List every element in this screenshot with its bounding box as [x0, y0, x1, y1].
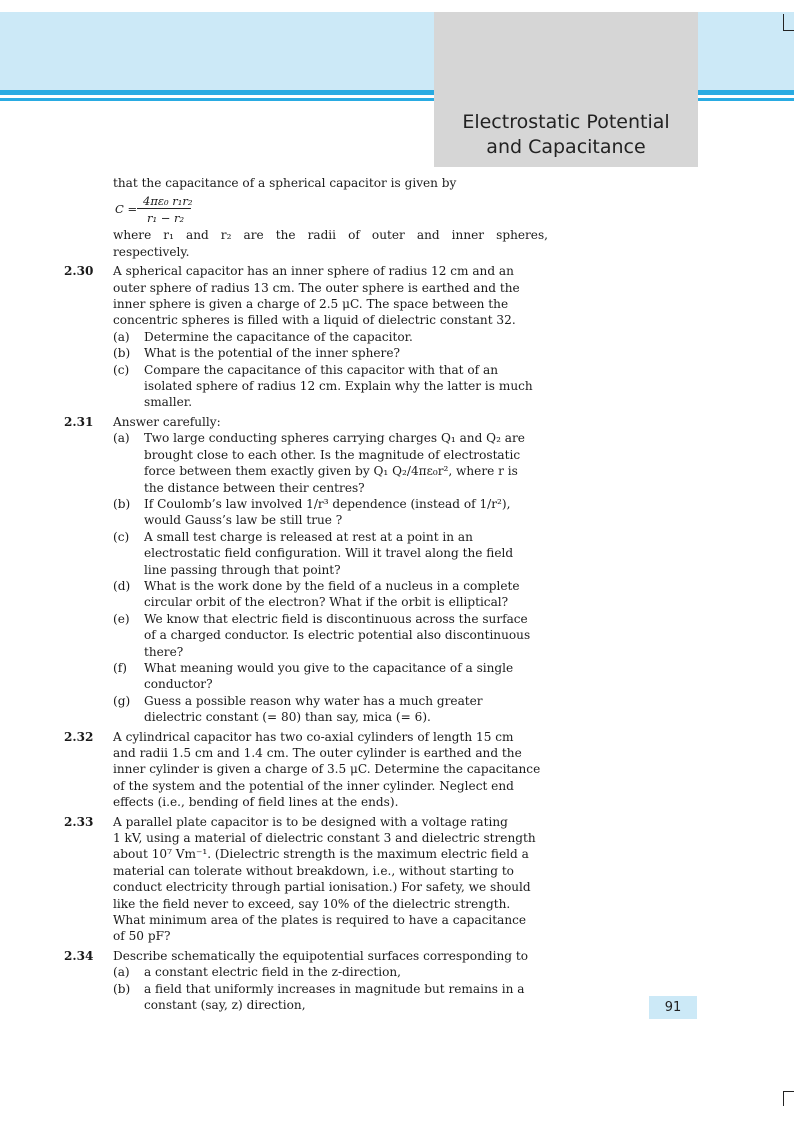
text-line: would Gauss’s law be still true ?	[144, 513, 343, 528]
chapter-title	[434, 110, 698, 160]
text-line: A cylindrical capacitor has two co-axial cylinders of length 15 cm	[113, 729, 514, 744]
question-number: 2.33	[64, 814, 94, 829]
item-label: (c)	[113, 529, 130, 544]
crop-mark	[783, 1091, 794, 1092]
crop-mark	[783, 1092, 784, 1106]
text-line: Two large conducting spheres carrying charges Q₁ and Q₂ are	[144, 431, 525, 446]
item-label: (a)	[113, 329, 130, 344]
item-label: (b)	[113, 346, 131, 361]
crop-mark	[783, 30, 794, 31]
text-line: a field that uniformly increases in magnitude but remains in a	[144, 981, 525, 996]
page-body	[64, 175, 548, 1014]
text-line: concentric spheres is filled with a liquid of dielectric constant 32.	[113, 313, 516, 328]
header-stripe	[698, 98, 794, 101]
question-2-33	[64, 814, 548, 830]
text-line: conduct electricity through partial ionisation.) For safety, we should	[113, 880, 531, 895]
page-number: 91	[649, 996, 697, 1019]
text-line: Describe schematically the equipotential surfaces corresponding to	[113, 948, 528, 963]
item-label: (d)	[113, 578, 131, 593]
text-line: isolated sphere of radius 12 cm. Explain why the latter is much	[144, 379, 533, 394]
text-line: electrostatic field configuration. Will it travel along the field	[144, 546, 514, 561]
question-2-31	[64, 414, 548, 430]
question-2-30	[64, 263, 548, 279]
text-line: constant (say, z) direction,	[144, 998, 306, 1013]
text-line: What is the potential of the inner sphere?	[144, 346, 400, 361]
text-line: where r₁ and r₂ are the radii of outer and inner spheres,	[113, 228, 548, 243]
text-line: Compare the capacitance of this capacitor with that of an	[144, 362, 498, 377]
chapter-title-line: and Capacitance	[486, 136, 646, 158]
item-label: (c)	[113, 362, 130, 377]
text-line: inner sphere is given a charge of 2.5 μC. The space between the	[113, 297, 509, 312]
question-number: 2.30	[64, 264, 94, 279]
text-line: A parallel plate capacitor is to be designed with a voltage rating	[113, 814, 508, 829]
formula-denominator: r₁ − r₂	[147, 211, 185, 226]
chapter-title-line: Electrostatic Potential	[462, 111, 670, 133]
text-line: respectively.	[113, 244, 190, 259]
item-label: (g)	[113, 693, 131, 708]
text-line: of the system and the potential of the inner cylinder. Neglect end	[113, 778, 514, 793]
header-stripe	[0, 98, 434, 101]
text-line: smaller.	[144, 395, 193, 410]
text-line: 1 kV, using a material of dielectric constant 3 and dielectric strength	[113, 831, 536, 846]
text-line: there?	[144, 644, 184, 659]
text-line: What meaning would you give to the capacitance of a single	[144, 660, 514, 675]
item-label: (a)	[113, 965, 130, 980]
capacitance-formula	[113, 193, 548, 226]
text-line: Answer carefully:	[113, 414, 221, 429]
text-line: effects (i.e., bending of field lines at the ends).	[113, 795, 399, 810]
text-line: A small test charge is released at rest at a point in an	[144, 529, 473, 544]
text-line: What is the work done by the field of a nucleus in a complete	[144, 578, 520, 593]
question-2-32	[64, 729, 548, 745]
text-line: like the field never to exceed, say 10% of the dielectric strength.	[113, 896, 511, 911]
fraction-bar	[137, 208, 191, 209]
text-line: inner cylinder is given a charge of 3.5 μC. Determine the capacitance	[113, 762, 541, 777]
text-line: of a charged conductor. Is electric potential also discontinuous	[144, 628, 531, 643]
formula-lhs: C =	[115, 202, 138, 217]
item-label: (b)	[113, 496, 131, 511]
crop-mark	[783, 14, 784, 30]
item-label: (f)	[113, 660, 127, 675]
question-number: 2.31	[64, 414, 94, 429]
text-line: If Coulomb’s law involved 1/r³ dependence (instead of 1/r²),	[144, 496, 511, 511]
text-line: a constant electric field in the z-direction,	[144, 965, 401, 980]
text-line: force between them exactly given by Q₁ Q₂/4πε₀r², where r is	[144, 464, 518, 479]
text-line: A spherical capacitor has an inner sphere of radius 12 cm and an	[113, 264, 514, 279]
question-number: 2.34	[64, 948, 94, 963]
question-2-34	[64, 948, 548, 964]
question-number: 2.32	[64, 729, 94, 744]
text-line: that the capacitance of a spherical capacitor is given by	[113, 176, 457, 190]
text-line: about 10⁷ Vm⁻¹. (Dielectric strength is the maximum electric field a	[113, 847, 529, 862]
text-line: dielectric constant (= 80) than say, mica (= 6).	[144, 710, 431, 725]
text-line: and radii 1.5 cm and 1.4 cm. The outer cylinder is earthed and the	[113, 746, 522, 760]
item-label: (e)	[113, 611, 130, 626]
text-line: brought close to each other. Is the magnitude of electrostatic	[144, 447, 521, 462]
text-line: What minimum area of the plates is required to have a capacitance	[113, 913, 527, 928]
header-stripe	[0, 90, 434, 95]
text-line: We know that electric field is discontinuous across the surface	[144, 611, 528, 626]
text-line: of 50 pF?	[113, 929, 171, 944]
header-stripe	[698, 90, 794, 95]
text-line: outer sphere of radius 13 cm. The outer sphere is earthed and the	[113, 280, 520, 295]
text-line: Guess a possible reason why water has a much greater	[144, 693, 483, 708]
text-line: the distance between their centres?	[144, 480, 365, 495]
text-line: line passing through that point?	[144, 562, 341, 577]
item-label: (a)	[113, 431, 130, 446]
formula-numerator: 4πε₀ r₁r₂	[143, 194, 193, 209]
text-line: material can tolerate without breakdown, i.e., without starting to	[113, 863, 514, 878]
text-line: Determine the capacitance of the capacitor.	[144, 329, 413, 344]
text-line: conductor?	[144, 677, 213, 692]
text-line: circular orbit of the electron? What if the orbit is elliptical?	[144, 595, 509, 610]
item-label: (b)	[113, 981, 131, 996]
